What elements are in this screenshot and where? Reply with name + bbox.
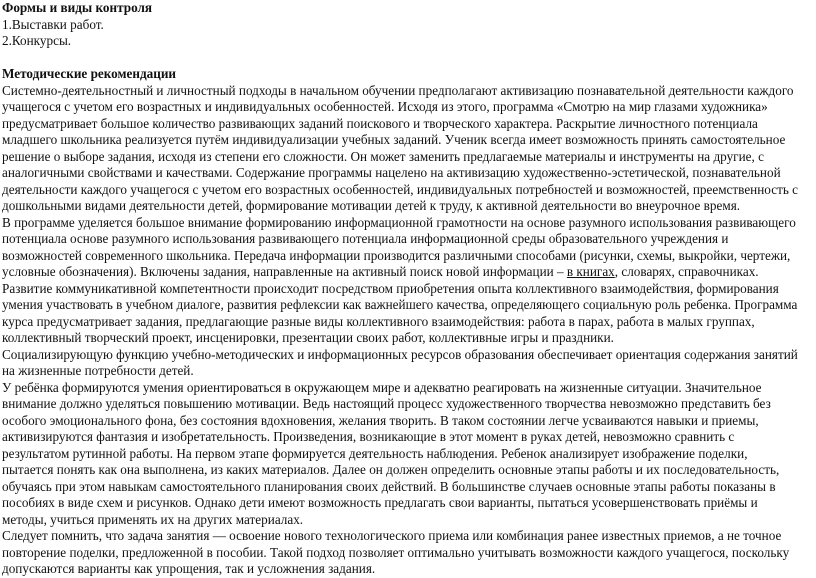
books-link[interactable]: в книгах xyxy=(566,264,615,279)
list-item-contests: 2.Конкурсы. xyxy=(2,33,72,48)
section-title-control-forms: Формы и виды контроля xyxy=(2,0,153,15)
section-title-methodical-recommendations: Методические рекомендации xyxy=(2,66,177,81)
paragraph-information-literacy xyxy=(2,215,816,281)
list-item-exhibitions: 1.Выставки работ. xyxy=(2,16,104,32)
paragraph-communicative-competence: Развитие коммуникативной компетентности происходит посредством приобретения опыта коллективного взаимодействия, формирования умения участвовать в учебном диалоге, развития рефлексии как важнейшего качества, определяющего социальную роль ребенка. Программа курса предусматривает задания, предлагающие разные виды коллективного взаимодействия: работа в парах, работа в малых группах, коллективный творческий проект, инсценировки, презентации своих работ, коллективные игры и праздники. xyxy=(2,280,798,345)
paragraph-approaches: Системно-деятельностный и личностный подходы в начальном обучении предполагают активизацию познавательной деятельности каждого учащегося с учетом его возрастных и индивидуальных особенностей. Исходя из этого, программа «Смотрю на мир глазами художника» предусматривает большое количество развивающих заданий поискового и творческого характера. Раскрытие личностного потенциала младшего школьника реализуется путём индивидуализации учебных заданий. Ученик всегда имеет возможность принять самостоятельное решение о выборе задания, исходя из степени его сложности. Он может заменить предлагаемые материалы и инструменты на другие, с аналогичными свойствами и качествами. Содержание программы нацелено на активизацию художественно-эстетической, познавательной деятельности каждого учащегося с учетом его возрастных особенностей, индивидуальных потребностей и возможностей, преемственность с дошкольными видами деятельности детей, формирование мотивации детей к труду, к активной деятельности во внеурочное время. xyxy=(2,82,798,213)
paragraph-information-literacy-tail: , словарях, справочниках. xyxy=(614,264,759,279)
blank-line xyxy=(2,50,816,67)
paragraph-information-literacy-text: В программе уделяется большое внимание формированию информационной грамотности на основе разумного использования развивающего потенциала основе разумного использования развивающего потенциала информационной среды образовательного учреждения и возможностей современного школьника. Передача информации производится различными способами (рисунки, схемы, выкройки, чертежи, условные обозначения). Включены задания, направленные на активный поиск новой информации – xyxy=(2,214,796,279)
paragraph-motivation: У ребёнка формируются умения ориентироваться в окружающем мире и адекватно реагировать на жизненные ситуации. Значительное внимание должно уделяться повышению мотивации. Ведь настоящий процесс художественного творчества невозможно представить без особого эмоционального фона, без состояния вдохновения, желания творить. В таком состоянии легче усваиваются навыки и приемы, активизируются фантазия и изобретательность. Произведения, возникающие в этот момент в руках детей, невозможно сравнить с результатом рутинной работы. На первом этапе формируется деятельность наблюдения. Ребенок анализирует изображение поделки, пытается понять как она выполнена, из каких материалов. Далее он должен определить основные этапы работы и их последовательность, обучаясь при этом навыкам самостоятельного планирования своих действий. В большинстве случаев основные этапы работы показаны в пособиях в виде схем и рисунков. Однако дети имеют возможность предлагать свои варианты, пытаться усовершенствовать приёмы и методы, учиться применять их на других материалах. xyxy=(2,379,780,527)
paragraph-lesson-task: Следует помнить, что задача занятия — освоение нового технологического приема или комбинация ранее известных приемов, а не точное повторение поделки, предложенной в пособии. Такой подход позволяет оптимально учитывать возможности каждого учащегося, поскольку допускаются варианты как упрощения, так и усложнения задания. xyxy=(2,528,790,576)
paragraph-socializing-function: Социализирующую функцию учебно-методических и информационных ресурсов образования обеспечивает ориентация содержания занятий на жизненные потребности детей. xyxy=(2,346,798,378)
